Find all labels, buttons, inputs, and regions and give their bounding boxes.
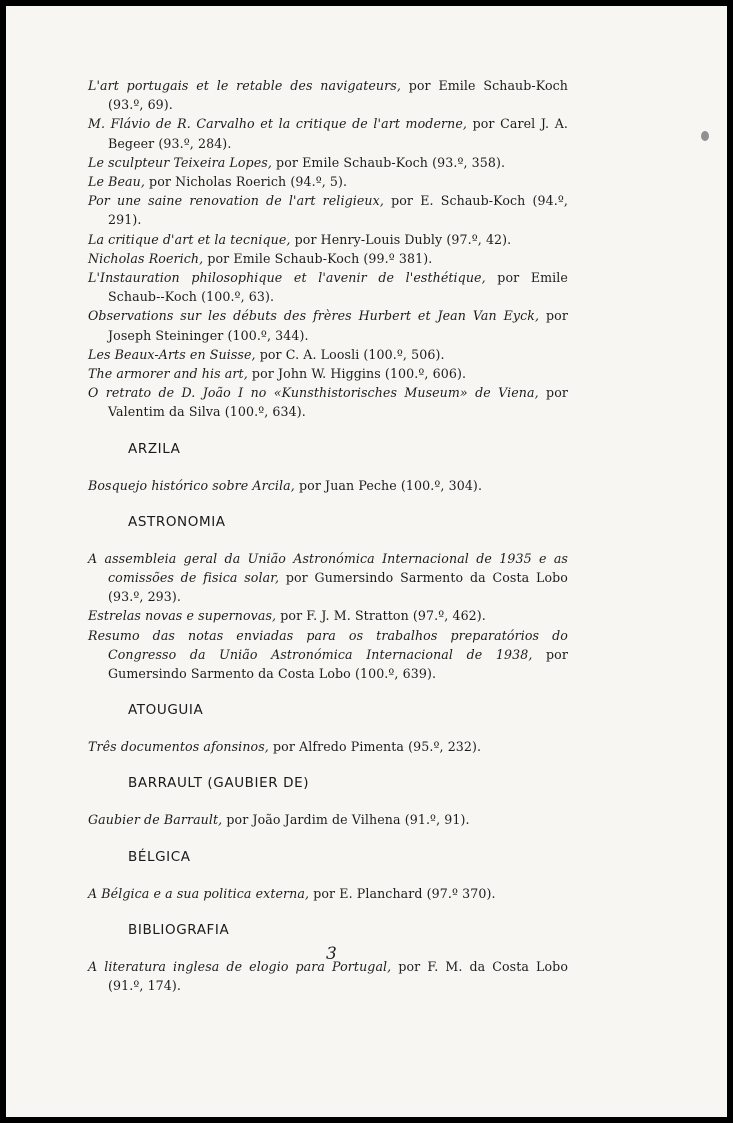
index-entry [88, 172, 568, 191]
entry-title: A assembleia geral da União Astronómica Internacional de 1935 e as comissões de fisica solar, [88, 550, 568, 586]
index-entry [88, 230, 568, 249]
entry-title: Estrelas novas e supernovas, [88, 608, 277, 624]
section-heading: BIBLIOGRAFIA [128, 921, 230, 938]
entry-author-reference: por Emile Schaub-Koch (93.º, 358). [271, 154, 506, 170]
section-heading: BÉLGICA [128, 848, 191, 865]
index-entry [88, 306, 568, 344]
section-heading: ARZILA [128, 440, 181, 457]
section-heading: BARRAULT (GAUBIER DE) [128, 775, 310, 792]
scan-speck [701, 131, 709, 141]
entry-title: Três documentos afonsinos, [88, 739, 269, 755]
entry-author-reference: por Emile Schaub-Koch (99.º 381). [203, 250, 433, 266]
entry-author-reference: por João Jardim de Vilhena (91.º, 91). [222, 812, 470, 828]
entry-title: Gaubier de Barrault, [88, 812, 223, 828]
section-heading: ASTRONOMIA [128, 513, 226, 530]
index-entry [88, 153, 568, 172]
index-entry [88, 249, 568, 268]
entry-author-reference: por C. A. Loosli (100.º, 506). [255, 346, 445, 362]
entry-author-reference: por Emile Schaub--Koch (100.º, 63). [108, 270, 568, 305]
scanned-page [6, 6, 727, 1117]
entry-title: L'Instauration philosophique et l'avenir de l'esthétique, [88, 270, 486, 286]
entry-author-reference: por Juan Peche (100.º, 304). [294, 477, 483, 493]
section-heading: ATOUGUIA [128, 702, 204, 719]
index-entry [88, 549, 568, 607]
entry-title: Le sculpteur Teixeira Lopes, [88, 154, 272, 170]
entry-title: A Bélgica e a sua politica externa, [88, 885, 310, 901]
entry-author-reference: por Gumersindo Sarmento da Costa Lobo (93.º, 293). [108, 570, 568, 605]
entry-author-reference: por F. J. M. Stratton (97.º, 462). [276, 608, 486, 624]
entry-title: A literatura inglesa de elogio para Portugal, [88, 958, 392, 974]
index-entry [88, 191, 568, 229]
entry-title: Por une saine renovation de l'art religieux, [88, 193, 384, 209]
page-number: 3 [326, 944, 337, 964]
entry-author-reference: por Gumersindo Sarmento da Costa Lobo (100.º, 639). [108, 646, 568, 682]
entry-title: Le Beau, [88, 174, 145, 190]
entry-author-reference: por Valentim da Silva (100.º, 634). [108, 385, 568, 420]
index-entry [88, 606, 568, 625]
entry-author-reference: por John W. Higgins (100.º, 606). [247, 366, 467, 382]
entry-title: Resumo das notas enviadas para os trabalhos preparatórios do Congresso da União Astronómica Internacional de 1938, [88, 627, 568, 662]
index-content [88, 76, 568, 995]
entry-title: M. Flávio de R. Carvalho et la critique de l'art moderne, [88, 116, 467, 132]
entry-title: Observations sur les débuts des frères Hurbert et Jean Van Eyck, [88, 308, 540, 324]
index-entry [88, 345, 568, 364]
index-entry [88, 268, 568, 306]
index-entry [88, 884, 568, 903]
entry-title: Les Beaux-Arts en Suisse, [88, 346, 256, 362]
index-entry [88, 114, 568, 152]
index-entry [88, 76, 568, 114]
entry-author-reference: por Emile Schaub-Koch (93.º, 69). [108, 78, 568, 113]
entry-author-reference: por Alfredo Pimenta (95.º, 232). [268, 739, 482, 755]
entry-title: L'art portugais et le retable des navigateurs, [88, 78, 401, 93]
entry-title: Bosquejo histórico sobre Arcila, [88, 477, 295, 493]
entry-title: O retrato de D. João I no «Kunsthistorisches Museum» de Viena, [88, 385, 539, 401]
entry-title: The armorer and his art, [88, 366, 248, 382]
entry-author-reference: por Carel J. A. Begeer (93.º, 284). [108, 116, 568, 151]
entry-title: Nicholas Roerich, [88, 250, 204, 266]
entry-author-reference: por E. Planchard (97.º 370). [309, 885, 496, 901]
entry-author-reference: por E. Schaub-Koch (94.º, 291). [108, 193, 568, 228]
index-entry [88, 383, 568, 421]
entry-author-reference: por F. M. da Costa Lobo (91.º, 174). [108, 958, 569, 994]
index-entry [88, 737, 568, 756]
index-entry [88, 810, 568, 829]
entry-author-reference: por Henry-Louis Dubly (97.º, 42). [290, 231, 512, 247]
entry-author-reference: por Joseph Steininger (100.º, 344). [108, 308, 568, 343]
index-entry [88, 476, 568, 495]
entry-title: La critique d'art et la tecnique, [88, 231, 291, 247]
index-entry [88, 364, 568, 383]
index-entry [88, 626, 568, 684]
entry-author-reference: por Nicholas Roerich (94.º, 5). [144, 174, 348, 190]
